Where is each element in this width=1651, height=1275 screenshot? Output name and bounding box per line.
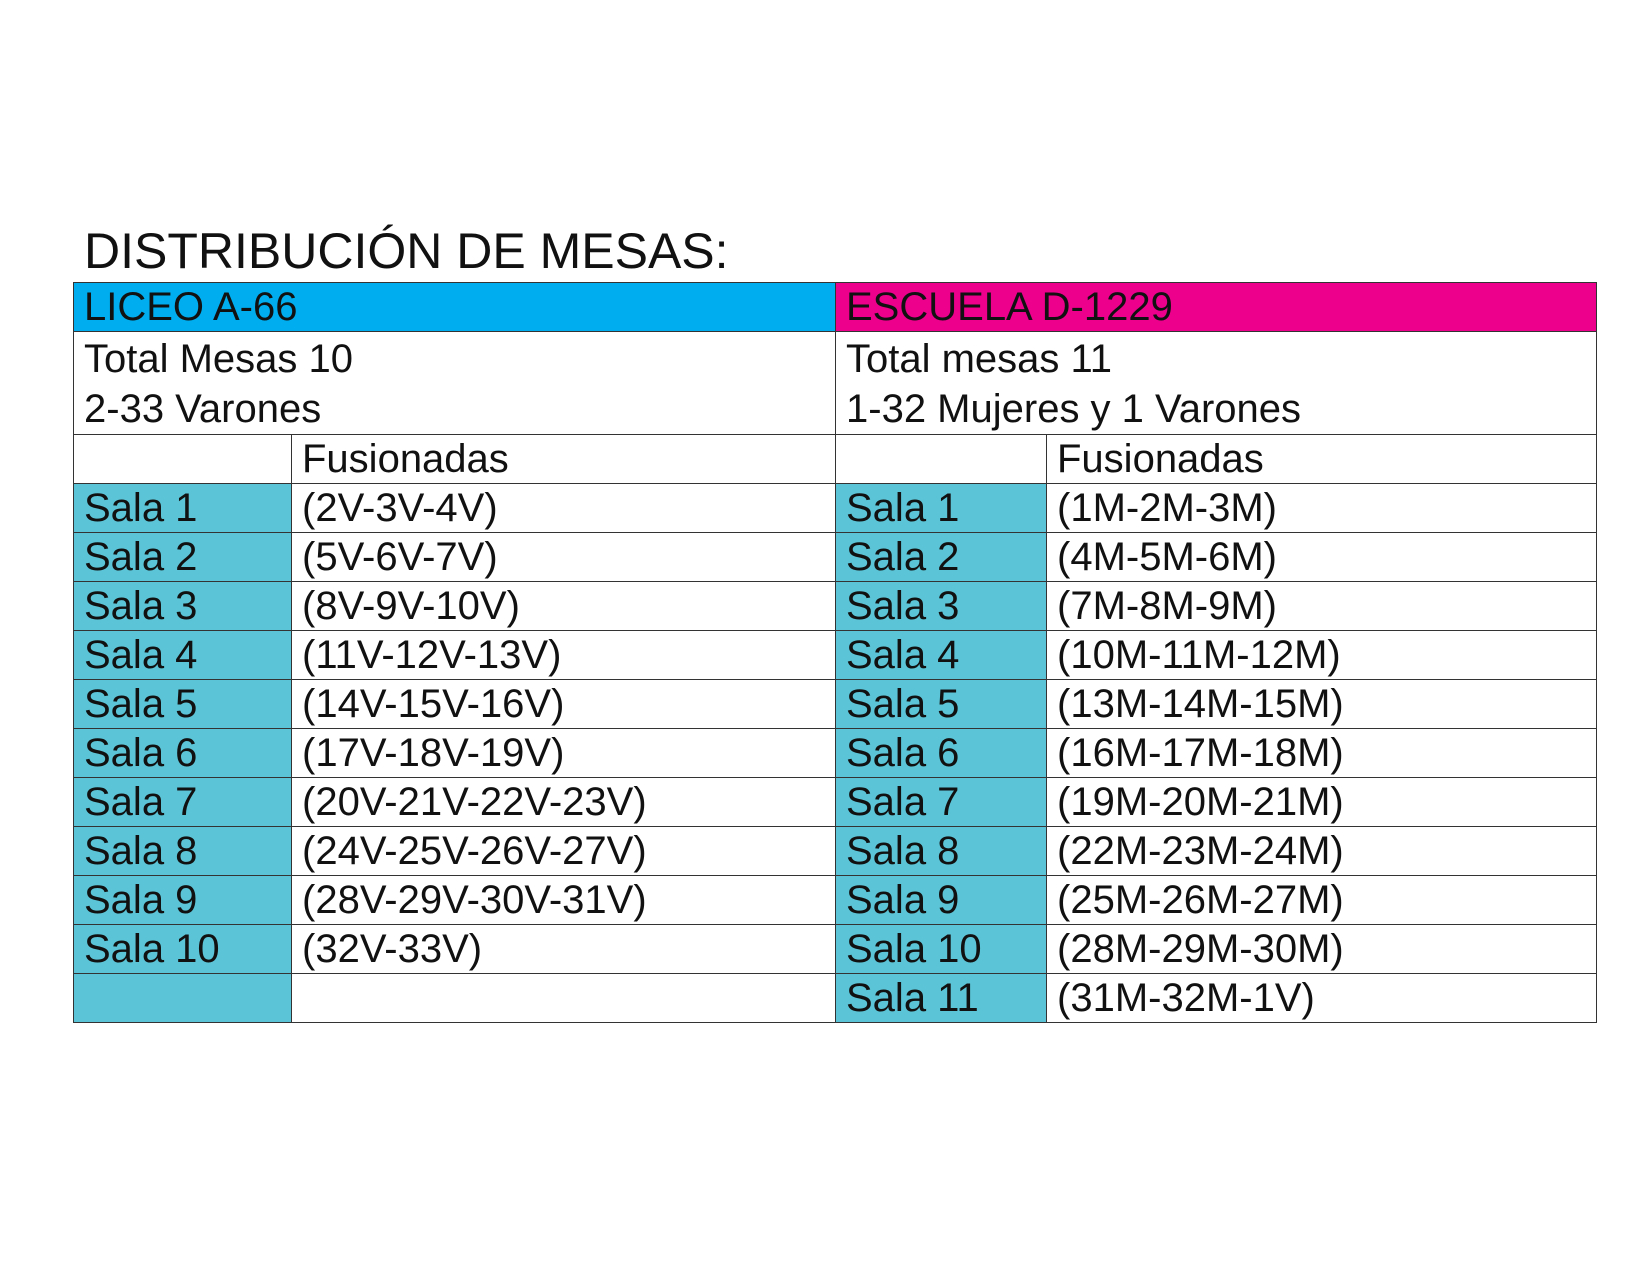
- escuela-mesas-cell: (1M-2M-3M): [1047, 484, 1597, 533]
- liceo-mesas-cell: (14V-15V-16V): [292, 680, 836, 729]
- escuela-sala-cell: Sala 5: [836, 680, 1047, 729]
- liceo-mesas-cell: (32V-33V): [292, 925, 836, 974]
- liceo-total-line: Total Mesas 10: [84, 337, 354, 381]
- escuela-sala-cell: Sala 8: [836, 827, 1047, 876]
- liceo-mesas-cell: [292, 974, 836, 1023]
- escuela-sala-cell: Sala 9: [836, 876, 1047, 925]
- escuela-header: ESCUELA D-1229: [836, 283, 1597, 332]
- escuela-sala-cell: Sala 1: [836, 484, 1047, 533]
- table-row: [74, 729, 1597, 778]
- escuela-sala-cell: Sala 3: [836, 582, 1047, 631]
- liceo-totals: [74, 332, 836, 435]
- school-header-row: [74, 283, 1597, 332]
- escuela-mesas-cell: (4M-5M-6M): [1047, 533, 1597, 582]
- liceo-mesas-cell: (11V-12V-13V): [292, 631, 836, 680]
- escuela-sala-cell: Sala 6: [836, 729, 1047, 778]
- liceo-mesas-cell: (8V-9V-10V): [292, 582, 836, 631]
- escuela-sala-cell: Sala 11: [836, 974, 1047, 1023]
- liceo-sala-cell: Sala 9: [74, 876, 292, 925]
- table-row: [74, 827, 1597, 876]
- liceo-sala-cell: [74, 974, 292, 1023]
- escuela-mesas-cell: (31M-32M-1V): [1047, 974, 1597, 1023]
- escuela-mesas-cell: (22M-23M-24M): [1047, 827, 1597, 876]
- fusion-header-row: [74, 435, 1597, 484]
- escuela-sala-cell: Sala 4: [836, 631, 1047, 680]
- liceo-mesas-cell: (20V-21V-22V-23V): [292, 778, 836, 827]
- liceo-mesas-cell: (2V-3V-4V): [292, 484, 836, 533]
- escuela-totals: [836, 332, 1597, 435]
- escuela-mesas-cell: (7M-8M-9M): [1047, 582, 1597, 631]
- liceo-sala-cell: Sala 6: [74, 729, 292, 778]
- escuela-mesas-cell: (19M-20M-21M): [1047, 778, 1597, 827]
- liceo-mesas-cell: (5V-6V-7V): [292, 533, 836, 582]
- table-row: [74, 582, 1597, 631]
- escuela-mesas-cell: (13M-14M-15M): [1047, 680, 1597, 729]
- page-title: DISTRIBUCIÓN DE MESAS:: [84, 223, 729, 279]
- totals-row: [74, 332, 1597, 435]
- escuela-sala-cell: Sala 7: [836, 778, 1047, 827]
- liceo-header: LICEO A-66: [74, 283, 836, 332]
- escuela-blank-header-cell: [836, 435, 1047, 484]
- escuela-mesas-cell: (28M-29M-30M): [1047, 925, 1597, 974]
- escuela-sala-cell: Sala 2: [836, 533, 1047, 582]
- liceo-sala-cell: Sala 1: [74, 484, 292, 533]
- liceo-fusion-header: Fusionadas: [292, 435, 836, 484]
- table-row: [74, 484, 1597, 533]
- table-row: [74, 533, 1597, 582]
- escuela-total-line: Total mesas 11: [846, 337, 1113, 381]
- escuela-fusion-header: Fusionadas: [1047, 435, 1597, 484]
- escuela-mesas-cell: (16M-17M-18M): [1047, 729, 1597, 778]
- liceo-sala-cell: Sala 4: [74, 631, 292, 680]
- liceo-range-line: 2-33 Varones: [84, 387, 322, 431]
- distribution-table: [73, 282, 1597, 1023]
- table-row: [74, 778, 1597, 827]
- escuela-sala-cell: Sala 10: [836, 925, 1047, 974]
- table-row: [74, 631, 1597, 680]
- liceo-sala-cell: Sala 3: [74, 582, 292, 631]
- escuela-mesas-cell: (10M-11M-12M): [1047, 631, 1597, 680]
- escuela-range-line: 1-32 Mujeres y 1 Varones: [846, 387, 1302, 431]
- liceo-sala-cell: Sala 2: [74, 533, 292, 582]
- liceo-sala-cell: Sala 10: [74, 925, 292, 974]
- escuela-mesas-cell: (25M-26M-27M): [1047, 876, 1597, 925]
- table-row: [74, 925, 1597, 974]
- liceo-sala-cell: Sala 5: [74, 680, 292, 729]
- table-row: [74, 680, 1597, 729]
- table-row: [74, 974, 1597, 1023]
- liceo-mesas-cell: (17V-18V-19V): [292, 729, 836, 778]
- liceo-mesas-cell: (24V-25V-26V-27V): [292, 827, 836, 876]
- liceo-sala-cell: Sala 7: [74, 778, 292, 827]
- liceo-blank-header-cell: [74, 435, 292, 484]
- liceo-mesas-cell: (28V-29V-30V-31V): [292, 876, 836, 925]
- table-row: [74, 876, 1597, 925]
- liceo-sala-cell: Sala 8: [74, 827, 292, 876]
